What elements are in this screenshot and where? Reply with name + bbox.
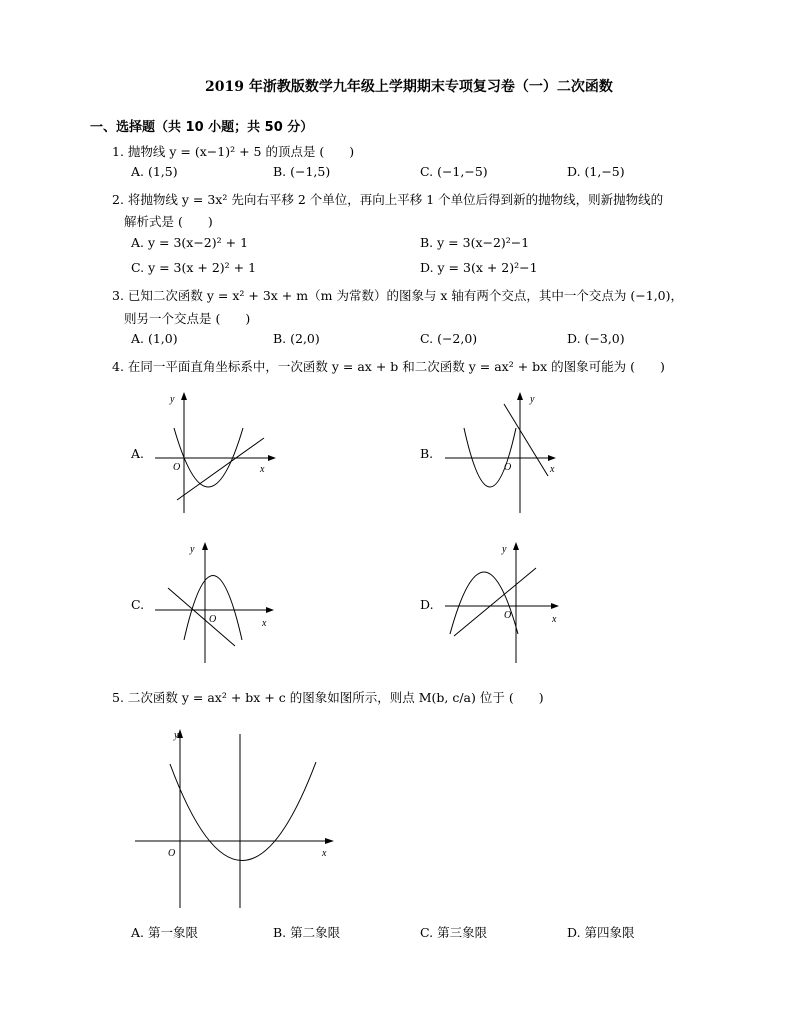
question-2-stem-line-2: 解析式是 ( )	[124, 214, 213, 229]
q3-option-a[interactable]: A. (1,0)	[131, 331, 178, 346]
q3-option-c[interactable]: C. (−2,0)	[420, 331, 478, 346]
question-3-stem-line-1: 3. 已知二次函数 y = x² + 3x + m（m 为常数）的图象与 x 轴有两个交点，其中一个交点为 (−1,0)，	[112, 288, 684, 303]
question-1-stem: 1. 抛物线 y = (x−1)² + 5 的顶点是 ( )	[112, 144, 355, 159]
origin-label: O	[504, 610, 512, 621]
origin-label: O	[209, 614, 217, 625]
origin-label: O	[504, 462, 512, 473]
graph-option-a	[150, 388, 280, 518]
question-5-stem: 5. 二次函数 y = ax² + bx + c 的图象如图所示，则点 M(b, c/a) 位于 ( )	[112, 690, 544, 705]
q4-option-b-label[interactable]: B.	[420, 446, 434, 461]
axis-y-label: y	[174, 730, 179, 741]
axis-x-label: x	[262, 618, 267, 629]
page-title: 2019 年浙教版数学九年级上学期期末专项复习卷（一）二次函数	[205, 79, 613, 95]
graph-option-d	[440, 538, 570, 668]
q5-option-a[interactable]: A. 第一象限	[131, 925, 198, 940]
q5-option-b[interactable]: B. 第二象限	[273, 925, 341, 940]
q3-option-d[interactable]: D. (−3,0)	[567, 331, 625, 346]
q2-option-c[interactable]: C. y = 3(x + 2)² + 1	[131, 260, 257, 275]
q5-option-d[interactable]: D. 第四象限	[567, 925, 635, 940]
origin-label: O	[168, 848, 176, 859]
q4-option-a-label[interactable]: A.	[131, 446, 145, 461]
graph-option-c	[150, 538, 280, 668]
q2-option-b[interactable]: B. y = 3(x−2)²−1	[420, 235, 530, 250]
q4-option-c-label[interactable]: C.	[131, 597, 145, 612]
axis-y-label: y	[502, 544, 507, 555]
question-4-stem: 4. 在同一平面直角坐标系中，一次函数 y = ax + b 和二次函数 y = ax² + bx 的图象可能为 ( )	[112, 359, 665, 374]
q1-option-c[interactable]: C. (−1,−5)	[420, 164, 488, 179]
axis-y-label: y	[530, 394, 535, 405]
axis-x-label: x	[552, 614, 557, 625]
axis-x-label: x	[550, 464, 555, 475]
graph-question-5	[130, 726, 340, 912]
q1-option-b[interactable]: B. (−1,5)	[273, 164, 331, 179]
q4-option-d-label[interactable]: D.	[420, 597, 434, 612]
question-3-stem-line-2: 则另一个交点是 ( )	[124, 311, 251, 326]
q2-option-d[interactable]: D. y = 3(x + 2)²−1	[420, 260, 538, 275]
q1-option-a[interactable]: A. (1,5)	[131, 164, 178, 179]
q2-option-a[interactable]: A. y = 3(x−2)² + 1	[131, 235, 249, 250]
axis-x-label: x	[322, 848, 327, 859]
graph-option-b	[440, 388, 570, 518]
axis-y-label: y	[170, 394, 175, 405]
q1-option-d[interactable]: D. (1,−5)	[567, 164, 625, 179]
axis-y-label: y	[190, 544, 195, 555]
origin-label: O	[173, 462, 181, 473]
section-heading: 一、选择题（共 10 小题；共 50 分）	[90, 120, 314, 135]
q5-option-c[interactable]: C. 第三象限	[420, 925, 488, 940]
axis-x-label: x	[260, 464, 265, 475]
question-2-stem-line-1: 2. 将抛物线 y = 3x² 先向右平移 2 个单位，再向上平移 1 个单位后得到新的抛物线，则新抛物线的	[112, 192, 664, 207]
q3-option-b[interactable]: B. (2,0)	[273, 331, 320, 346]
